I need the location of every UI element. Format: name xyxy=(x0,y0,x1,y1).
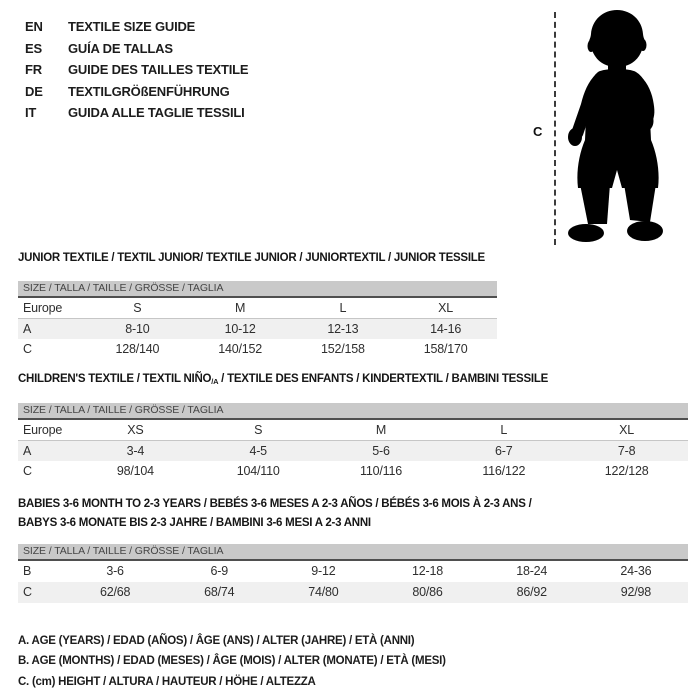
children-title-text: / TEXTILE DES ENFANTS / KINDERTEXTIL / BAMBINI TESSILE xyxy=(218,373,549,385)
children-size-table xyxy=(18,403,688,481)
size-header-bar: SIZE / TALLA / TAILLE / GRÖSSE / TAGLIA xyxy=(18,403,688,420)
size-cell: 6-7 xyxy=(442,441,565,462)
size-cell: 24-36 xyxy=(620,564,652,578)
language-code: ES xyxy=(25,40,42,56)
size-cell: 158/170 xyxy=(423,342,468,356)
table-row-europe xyxy=(18,420,688,441)
size-cell: XL xyxy=(565,420,688,441)
row-label: Europe xyxy=(18,420,74,441)
row-label: Europe xyxy=(18,298,86,319)
language-label: GUIDE DES TAILLES TEXTILE xyxy=(68,62,249,78)
children-title-subscript: /A xyxy=(211,377,219,386)
size-cell: 6-9 xyxy=(210,564,228,578)
language-row xyxy=(25,102,248,124)
language-label: GUIDA ALLE TAGLIE TESSILI xyxy=(68,105,245,121)
size-cell: 152/158 xyxy=(320,342,365,356)
size-cell: 9-12 xyxy=(311,564,336,578)
size-cell: 3-4 xyxy=(74,441,197,462)
size-cell: S xyxy=(86,298,189,319)
size-cell: 8-10 xyxy=(86,319,189,340)
babies-size-table xyxy=(18,544,688,603)
size-cell: 98/104 xyxy=(116,464,154,478)
size-cell: 18-24 xyxy=(516,564,548,578)
table-row-age xyxy=(18,319,497,340)
babies-table-title xyxy=(18,495,532,533)
size-cell: M xyxy=(320,420,443,441)
size-cell: 7-8 xyxy=(565,441,688,462)
row-label: C xyxy=(23,464,32,478)
size-cell: 74/80 xyxy=(271,582,375,603)
language-row xyxy=(25,16,248,38)
footnote-legend xyxy=(18,631,446,692)
row-label: A xyxy=(18,319,86,340)
language-code: EN xyxy=(25,19,43,34)
table-row-age-months xyxy=(18,561,688,582)
size-cell: 128/140 xyxy=(115,342,160,356)
size-cell: 3-6 xyxy=(106,564,124,578)
row-label: A xyxy=(18,441,74,462)
size-cell: 14-16 xyxy=(394,319,497,340)
toddler-baby-silhouette xyxy=(558,6,678,246)
junior-size-table xyxy=(18,281,497,359)
language-code: DE xyxy=(25,83,43,99)
children-title-text: CHILDREN'S TEXTILE / TEXTIL NIÑO xyxy=(18,373,212,385)
table-row-height xyxy=(18,461,688,481)
size-cell: 104/110 xyxy=(236,464,280,478)
height-measure-dashed-line xyxy=(554,12,556,245)
size-cell: 10-12 xyxy=(189,319,292,340)
size-cell: 92/98 xyxy=(584,582,688,603)
table-row-europe xyxy=(18,298,497,319)
babies-title-line1: BABIES 3-6 MONTH TO 2-3 YEARS / BEBÉS 3-6 MESES A 2-3 AÑOS / BÉBÉS 3-6 MOIS À 2-3 ANS / xyxy=(18,498,532,510)
size-cell: XL xyxy=(394,298,497,319)
size-cell: 140/152 xyxy=(218,342,263,356)
size-cell: 86/92 xyxy=(480,582,584,603)
babies-title-line2: BABYS 3-6 MONATE BIS 2-3 JAHRE / BAMBINI 3-6 MESI A 2-3 ANNI xyxy=(18,517,371,529)
footnote-c: C. (cm) HEIGHT / ALTURA / HAUTEUR / HÖHE / ALTEZZA xyxy=(18,675,316,688)
footnote-a: A. AGE (YEARS) / EDAD (AÑOS) / ÂGE (ANS) / ALTER (JAHRE) / ETÀ (ANNI) xyxy=(18,635,415,647)
table-row-height xyxy=(18,582,688,603)
size-cell: 110/116 xyxy=(360,464,402,478)
language-code: IT xyxy=(25,105,37,121)
size-cell: 62/68 xyxy=(63,582,167,603)
size-cell: S xyxy=(197,420,320,441)
size-cell: 68/74 xyxy=(167,582,271,603)
measure-label-c: C xyxy=(533,124,543,139)
size-cell: 12-18 xyxy=(412,564,444,578)
language-row xyxy=(25,59,248,81)
language-list xyxy=(25,16,248,124)
size-cell: L xyxy=(292,298,395,319)
language-row xyxy=(25,81,248,103)
language-label: TEXTILGRÖßENFÜHRUNG xyxy=(68,83,230,99)
language-row xyxy=(25,38,248,60)
children-table-title xyxy=(18,373,548,386)
table-row-height xyxy=(18,339,497,359)
row-label: B xyxy=(23,564,32,578)
language-label: GUÍA DE TALLAS xyxy=(68,40,173,56)
size-cell: L xyxy=(442,420,565,441)
size-cell: 12-13 xyxy=(292,319,395,340)
language-label: TEXTILE SIZE GUIDE xyxy=(68,19,196,34)
size-cell: 116/122 xyxy=(482,464,526,478)
row-label: C xyxy=(23,342,32,356)
junior-table-title: JUNIOR TEXTILE / TEXTIL JUNIOR/ TEXTILE JUNIOR / JUNIORTEXTIL / JUNIOR TESSILE xyxy=(18,252,485,264)
size-header-bar: SIZE / TALLA / TAILLE / GRÖSSE / TAGLIA xyxy=(18,281,497,298)
footnote-b: B. AGE (MONTHS) / EDAD (MESES) / ÂGE (MOIS) / ALTER (MONATE) / ETÀ (MESI) xyxy=(18,655,446,668)
size-cell: XS xyxy=(74,420,197,441)
language-code: FR xyxy=(25,62,42,78)
size-cell: 122/128 xyxy=(604,464,649,478)
table-row-age xyxy=(18,441,688,462)
size-cell: 4-5 xyxy=(197,441,320,462)
size-cell: M xyxy=(189,298,292,319)
row-label: C xyxy=(18,582,63,603)
size-cell: 80/86 xyxy=(375,582,479,603)
size-cell: 5-6 xyxy=(320,441,443,462)
size-header-bar: SIZE / TALLA / TAILLE / GRÖSSE / TAGLIA xyxy=(18,544,688,561)
